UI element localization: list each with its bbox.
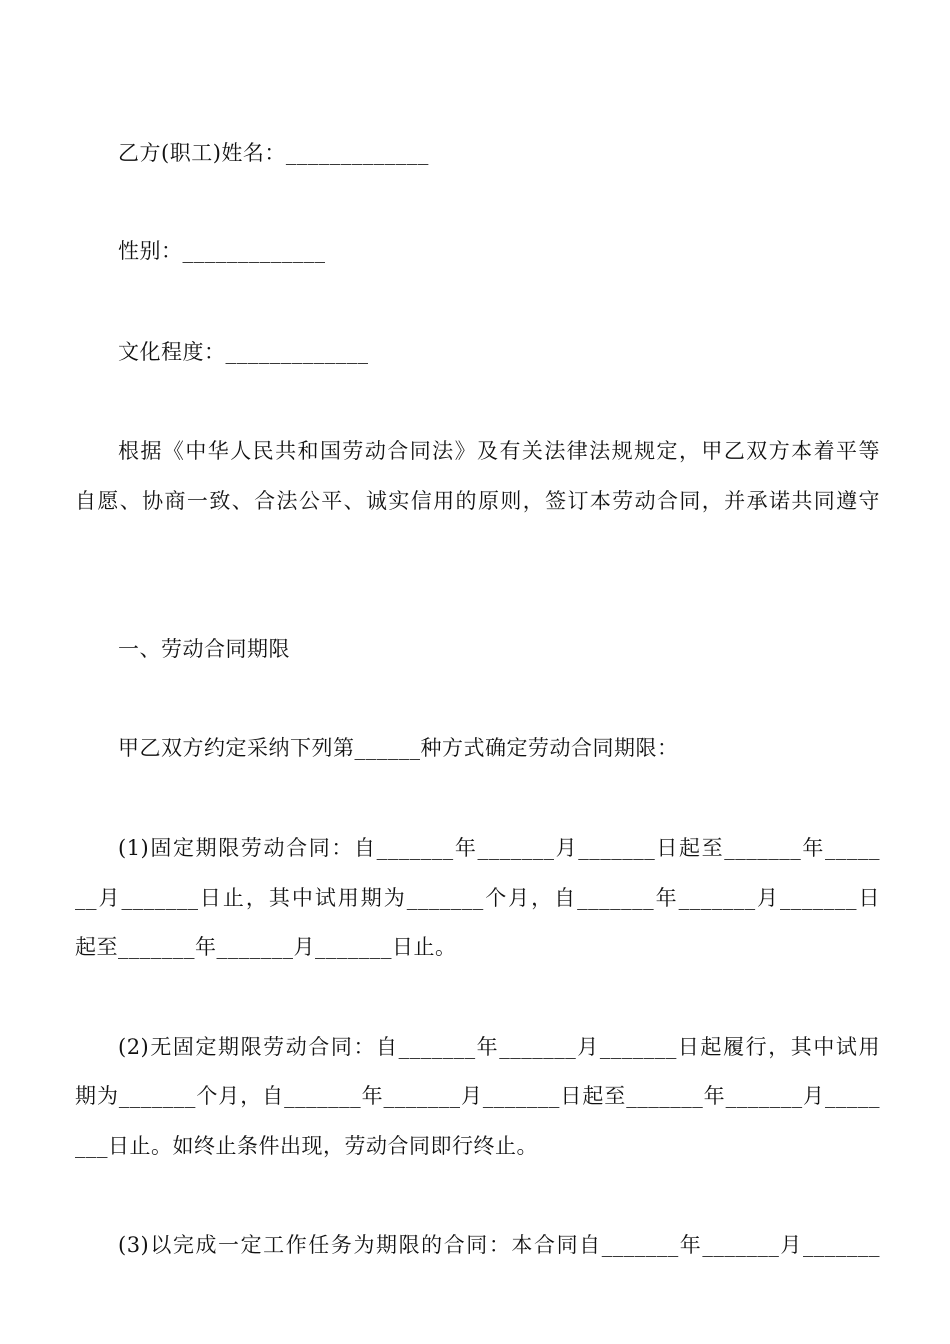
item1-line-3: 起至_______年_______月_______日止。	[75, 935, 457, 959]
item3-line-1: (3)以完成一定工作任务为期限的合同：本合同自_______年_______月_______	[118, 1233, 880, 1257]
item1-line-2: __月_______日止，其中试用期为_______个月，自_______年_______月_______日	[75, 886, 880, 910]
item1-line-1: (1)固定期限劳动合同：自_______年_______月_______日起至_______年_____	[118, 836, 880, 860]
item2-line-2: 期为_______个月，自_______年_______月_______日起至_______年_______月_____	[75, 1084, 880, 1108]
item2-line-1: (2)无固定期限劳动合同：自_______年_______月_______日起履行，其中试用	[118, 1035, 880, 1059]
gender-field: 性别：_____________	[118, 239, 326, 263]
section-intro: 甲乙双方约定采纳下列第______种方式确定劳动合同期限：	[118, 736, 679, 760]
item2-line-3: ___日止。如终止条件出现，劳动合同即行终止。	[75, 1134, 538, 1158]
education-field: 文化程度：_____________	[118, 340, 369, 364]
section-heading: 一、劳动合同期限	[118, 637, 290, 661]
preamble-line-1: 根据《中华人民共和国劳动合同法》及有关法律法规规定，甲乙双方本着平等	[118, 439, 880, 463]
employee-name-field: 乙方(职工)姓名：_____________	[118, 141, 429, 165]
preamble-line-2: 自愿、协商一致、合法公平、诚实信用的原则，签订本劳动合同，并承诺共同遵守	[75, 489, 880, 513]
